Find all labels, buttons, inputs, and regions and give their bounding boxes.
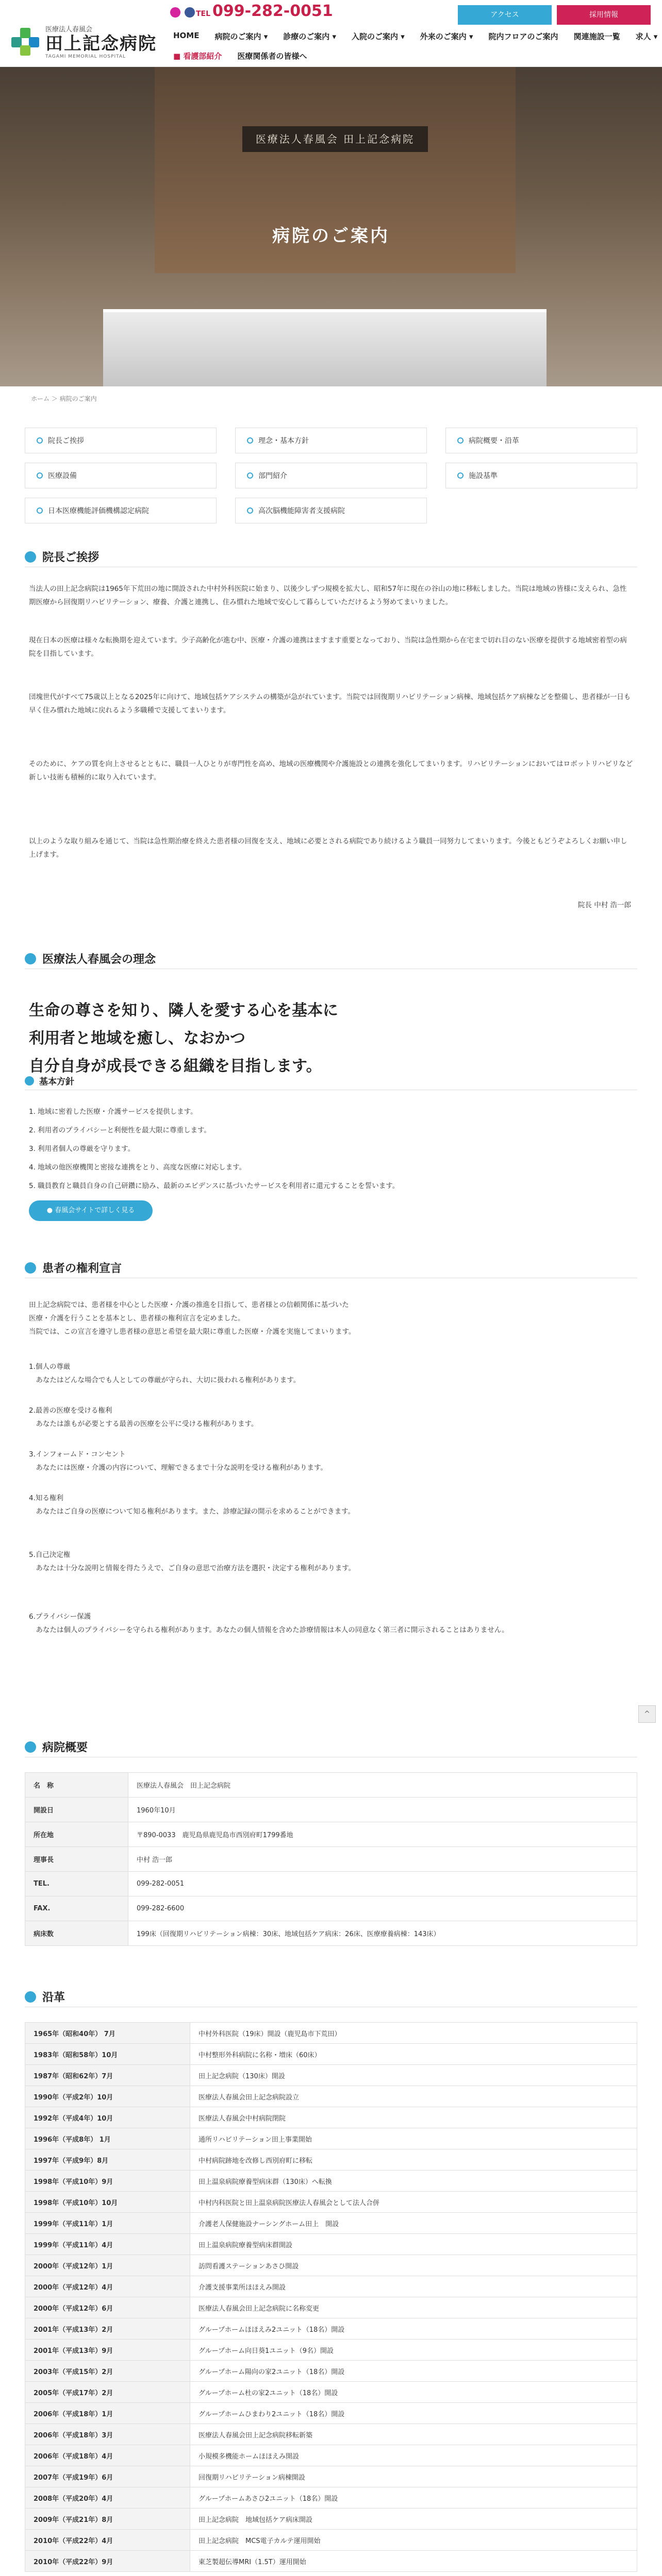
circle-icon: [37, 472, 43, 479]
greeting-paragraph-3: 団塊世代がすべて75歳以上となる2025年に向けて、地域包括ケアシステムの構築が急がれています。当院では回復期リハビリテーション病棟、地域包括ケア病棟などを整備し、患者様が一日も早く住み慣れた地域に戻れるよう多職種で支援してまいります。: [29, 693, 631, 715]
history-event: 小規模多機能ホームほほえみ開設: [190, 2445, 637, 2466]
greeting-signature: 院長 中村 浩一郎: [577, 901, 631, 909]
history-date: 2000年（平成12年）1月: [25, 2255, 190, 2276]
greeting-paragraph-2: 現在日本の医療は様々な転換期を迎えています。少子高齢化が進む中、医療・介護の連携はますます重要となっており、当院は急性期から在宅まで切れ目のない医療を提供する地域密着型の病院を目指しています。: [29, 636, 627, 658]
shunpukai-site-button[interactable]: ● 春風会サイトで詳しく見る: [29, 1200, 153, 1221]
circle-bullet-icon: [25, 1741, 36, 1753]
history-event: グループホームあさひ2ユニット（18名）開設: [190, 2487, 637, 2509]
section-heading-policy: 基本方針: [25, 1074, 74, 1087]
table-row: [25, 2276, 637, 2297]
subnav-accreditation[interactable]: 日本医療機能評価機構認定病院: [25, 498, 217, 523]
overview-table: [25, 1772, 637, 1946]
history-date: 1965年（昭和40年） 7月: [25, 2023, 190, 2044]
about-subnav: [25, 428, 637, 523]
history-event: 医療法人春風会田上記念病院に名称変更: [190, 2297, 637, 2318]
policy-item: 3. 利用者個人の尊厳を守ります。: [29, 1145, 135, 1153]
subnav-brain-support[interactable]: 高次脳機能障害者支援病院: [235, 498, 427, 523]
history-date: 2008年（平成20年）4月: [25, 2487, 190, 2509]
policy-item: 4. 地域の他医療機関と密接な連携をとり、高度な医療に対応します。: [29, 1163, 246, 1172]
history-event: グループホーム杜の家2ユニット（18名）開設: [190, 2382, 637, 2403]
history-event: 中村外科医院（19床）開設（鹿児島市下荒田）: [190, 2023, 637, 2044]
rights-intro: 田上記念病院では、患者様を中心とした医療・介護の推進を目指して、患者様との信頼関係に基づいた 医療・介護を行うことを基本とし、患者様の権利宣言を定めました。 当院では、この宣言を遵守し患者様の意思と希望を最大限に尊重した医療・介護を実施してまいります。: [29, 1301, 356, 1336]
history-event: 医療法人春風会田上記念病院設立: [190, 2086, 637, 2107]
greeting-paragraph-5: 以上のような取り組みを通じて、当院は急性期治療を終えた患者様の回復を支え、地域に必要とされる病院であり続けるよう職員一同努力してまいります。今後ともどうぞよろしくお願い申し上げます。: [29, 837, 627, 859]
table-row: [25, 2297, 637, 2318]
table-row: [25, 2149, 637, 2171]
hero-sign: 医療法人春風会 田上記念病院: [242, 126, 428, 152]
policy-list: [29, 1103, 399, 1195]
nav-medical-professionals[interactable]: 医療関係者の皆様へ: [237, 52, 307, 61]
history-date: 2006年（平成18年）4月: [25, 2445, 190, 2466]
hero-banner: [0, 67, 662, 386]
table-row: TEL. 099-282-0051: [25, 1872, 637, 1896]
table-row: 名 称 医療法人春風会 田上記念病院: [25, 1773, 637, 1798]
subnav-overview[interactable]: 病院概要・沿革: [445, 428, 637, 453]
table-row: [25, 2445, 637, 2466]
access-button[interactable]: アクセス: [458, 5, 552, 25]
instagram-icon[interactable]: [170, 7, 180, 18]
history-date: 1999年（平成11年）1月: [25, 2213, 190, 2234]
table-row: [25, 2213, 637, 2234]
circle-bullet-icon: [25, 1262, 36, 1274]
nav-outpatient[interactable]: 外来のご案内 ▾: [420, 32, 473, 41]
history-event: 東芝製超伝導MRI（1.5T）運用開始: [190, 2551, 637, 2572]
facebook-icon[interactable]: [185, 7, 195, 18]
philosophy-text: 生命の尊さを知り、隣人を愛する心を基本に 利用者と地域を癒し、なおかつ 自分自身が成長できる組織を目指します。: [29, 1002, 338, 1075]
table-row: [25, 2107, 637, 2128]
table-row: [25, 2361, 637, 2382]
history-date: 1987年（昭和62年）7月: [25, 2065, 190, 2086]
table-row: [25, 2382, 637, 2403]
history-date: 2009年（平成21年）8月: [25, 2509, 190, 2530]
section-heading-history: 沿革: [25, 1989, 65, 2005]
history-date: 2007年（平成19年）6月: [25, 2466, 190, 2487]
table-row: 理事長 中村 浩一郎: [25, 1847, 637, 1872]
rights-item: 6.プライバシー保護 あなたは個人のプライバシーを守られる権利があります。あなたの個人情報を含めた診療情報は本人の同意なく第三者に開示されることはありません。: [29, 1613, 509, 1634]
table-row: [25, 2065, 637, 2086]
table-row: [25, 2340, 637, 2361]
history-date: 2000年（平成12年）6月: [25, 2297, 190, 2318]
circle-bullet-icon: [25, 953, 36, 964]
table-row: [25, 2171, 637, 2192]
history-event: 田上記念病院 地域包括ケア病床開設: [190, 2509, 637, 2530]
history-date: 2006年（平成18年）3月: [25, 2424, 190, 2445]
nav-facilities[interactable]: 関連施設一覧: [573, 32, 620, 41]
table-row: [25, 2403, 637, 2424]
circle-bullet-icon: [25, 551, 36, 563]
greeting-paragraph-4: そのために、ケアの質を向上させるとともに、職員一人ひとりが専門性を高め、地域の医療機関や介護施設との連携を強化してまいります。リハビリテーションにおいてはロボットリハビリなど新しい技術も積極的に取り入れています。: [29, 760, 633, 782]
logo-hospital-name: 田上記念病院: [45, 33, 157, 54]
history-event: 中村病院跡地を改修し西別府町に移転: [190, 2149, 637, 2171]
section-heading-rights: 患者の権利宣言: [25, 1260, 122, 1276]
history-date: 1996年（平成8年） 1月: [25, 2128, 190, 2149]
rights-item: 5.自己決定権 あなたは十分な説明と情報を得たうえで、ご自身の意思で治療方法を選択・決定する権利があります。: [29, 1551, 356, 1572]
logo-english-name: TAGAMI MEMORIAL HOSPITAL: [45, 54, 126, 59]
nav-about[interactable]: 病院のご案内 ▾: [214, 32, 268, 41]
history-event: 訪問看護ステーションあさひ開設: [190, 2255, 637, 2276]
table-row: [25, 2487, 637, 2509]
policy-item: 5. 職員教育と職員自身の自己研鑽に励み、最新のエビデンスに基づいたサービスを利用者に還元することを誓います。: [29, 1182, 400, 1190]
nav-jobs[interactable]: 求人 ▾: [635, 32, 658, 41]
breadcrumb[interactable]: ホーム ＞ 病院のご案内: [31, 395, 97, 402]
table-row: [25, 2551, 637, 2572]
history-event: グループホームほほえみ2ユニット（18名）開設: [190, 2318, 637, 2340]
logo-mark-icon: [11, 28, 39, 56]
history-event: 医療法人春風会田上記念病院移転新築: [190, 2424, 637, 2445]
history-event: 田上温泉病院療養型病床群（130床）へ転換: [190, 2171, 637, 2192]
secondary-nav: [173, 50, 307, 61]
recruit-button[interactable]: 採用情報: [557, 5, 651, 25]
table-row: 開設日 1960年10月: [25, 1798, 637, 1822]
rights-item: 1.個人の尊厳 あなたはどんな場合でも人としての尊厳が守られ、大切に扱われる権利があります。: [29, 1363, 301, 1384]
history-date: 2006年（平成18年）1月: [25, 2403, 190, 2424]
rights-item: 4.知る権利 あなたはご自身の医療について知る権利があります。また、診療記録の開示を求めることができます。: [29, 1494, 355, 1516]
nav-floor[interactable]: 院内フロアのご案内: [488, 32, 558, 41]
subnav-philosophy[interactable]: 理念・基本方針: [235, 428, 427, 453]
history-event: グループホーム陽向の家2ユニット（18名）開設: [190, 2361, 637, 2382]
table-row: [25, 2086, 637, 2107]
history-event: グループホームひまわり2ユニット（18名）開設: [190, 2403, 637, 2424]
history-date: 2010年（平成22年）9月: [25, 2551, 190, 2572]
circle-icon: [247, 437, 253, 444]
sns-links: [170, 7, 195, 18]
table-row: [25, 2128, 637, 2149]
history-date: 2005年（平成17年）2月: [25, 2382, 190, 2403]
circle-icon: [37, 437, 43, 444]
history-event: 医療法人春風会中村病院閉院: [190, 2107, 637, 2128]
history-event: 回復期リハビリテーション病棟開設: [190, 2466, 637, 2487]
history-date: 1997年（平成9年）8月: [25, 2149, 190, 2171]
circle-icon: [247, 472, 253, 479]
history-date: 1998年（平成10年）10月: [25, 2192, 190, 2213]
section-heading-greeting: 院長ご挨拶: [25, 549, 99, 565]
rights-item: 2.最善の医療を受ける権利 あなたは誰もが必要とする最善の医療を公平に受ける権利があります。: [29, 1406, 258, 1428]
history-event: 田上温泉病院療養型病床群開設: [190, 2234, 637, 2255]
policy-item: 1. 地域に密着した医療・介護サービスを提供します。: [29, 1108, 197, 1116]
subnav-equipment[interactable]: 医療設備: [25, 463, 217, 488]
history-event: 中村整形外科病院に名称・増床（60床）: [190, 2044, 637, 2065]
history-date: 1990年（平成2年）10月: [25, 2086, 190, 2107]
history-event: 田上記念病院（130床）開設: [190, 2065, 637, 2086]
nav-nursing[interactable]: ■ 看護部紹介: [173, 52, 222, 61]
history-event: 介護支援事業所ほほえみ開設: [190, 2276, 637, 2297]
table-row: [25, 2530, 637, 2551]
history-date: 1998年（平成10年）9月: [25, 2171, 190, 2192]
subnav-departments[interactable]: 部門紹介: [235, 463, 427, 488]
history-date: 2001年（平成13年）9月: [25, 2340, 190, 2361]
greeting-paragraph-1: 当法人の田上記念病院は1965年下荒田の地に開設された中村外科医院に始まり、以後少しずつ規模を拡大し、昭和57年に現在の谷山の地に移転しました。当院は地域の皆様に支えられ、急性期医療から回復期リハビリテーション、療養、介護と連携し、住み慣れた地域で安心して暮らしていただけるよう努めてまいりました。: [29, 585, 627, 606]
header-phone[interactable]: TEL 099-282-0051: [196, 2, 333, 20]
table-row: 所在地 〒890-0033 鹿児島県鹿児島市西別府町1799番地: [25, 1822, 637, 1847]
circle-bullet-icon: [25, 1991, 36, 2003]
section-heading-overview: 病院概要: [25, 1739, 88, 1755]
table-row: [25, 2466, 637, 2487]
table-row: [25, 2255, 637, 2276]
rights-item: 3.インフォームド・コンセント あなたには医療・介護の内容について、理解できるまで十分な説明を受ける権利があります。: [29, 1450, 327, 1472]
table-row: [25, 2234, 637, 2255]
subnav-greeting[interactable]: 院長ご挨拶: [25, 428, 217, 453]
hero-reception-counter: [103, 309, 547, 386]
history-event: 中村内科医院と田上温泉病院医療法人春風会として法人合併: [190, 2192, 637, 2213]
history-date: 2010年（平成22年）4月: [25, 2530, 190, 2551]
nav-inpatient[interactable]: 入院のご案内 ▾: [352, 32, 405, 41]
circle-icon: [457, 472, 464, 479]
scroll-to-top-button[interactable]: [638, 1705, 656, 1723]
table-row: [25, 2023, 637, 2044]
site-header: [0, 0, 662, 67]
history-date: 2001年（平成13年）2月: [25, 2318, 190, 2340]
page-title: 病院のご案内: [272, 226, 390, 246]
policy-item: 2. 利用者のプライバシーと利便性を最大限に尊重します。: [29, 1126, 211, 1134]
main-nav: [173, 31, 657, 42]
nav-medical[interactable]: 診療のご案内 ▾: [283, 32, 337, 41]
history-date: 1999年（平成11年）4月: [25, 2234, 190, 2255]
history-table: [25, 2022, 637, 2572]
history-event: 介護老人保健施設ナーシングホーム田上 開設: [190, 2213, 637, 2234]
history-date: 2000年（平成12年）4月: [25, 2276, 190, 2297]
table-row: FAX. 099-282-6600: [25, 1896, 637, 1921]
chevron-up-icon: ^: [644, 1710, 650, 1718]
table-row: [25, 2318, 637, 2340]
table-row: [25, 2192, 637, 2213]
table-row: [25, 2044, 637, 2065]
table-row: 病床数 199床（回復期リハビリテーション病棟：30床、地域包括ケア病床：26床、医療療養病棟：143床）: [25, 1921, 637, 1946]
history-event: 田上記念病院 MCS電子カルテ運用開始: [190, 2530, 637, 2551]
section-heading-philosophy: 医療法人春風会の理念: [25, 951, 156, 967]
history-event: 通所リハビリテーション田上事業開始: [190, 2128, 637, 2149]
circle-icon: [37, 507, 43, 514]
table-row: [25, 2509, 637, 2530]
subnav-standards[interactable]: 施設基準: [445, 463, 637, 488]
table-row: [25, 2424, 637, 2445]
logo-corp-name: 医療法人春風会: [45, 26, 93, 33]
history-date: 2003年（平成15年）2月: [25, 2361, 190, 2382]
circle-icon: [457, 437, 464, 444]
circle-bullet-icon: [25, 1076, 34, 1086]
circle-icon: [247, 507, 253, 514]
site-logo[interactable]: [11, 24, 157, 59]
history-date: 1983年（昭和58年）10月: [25, 2044, 190, 2065]
nav-home[interactable]: HOME: [173, 31, 200, 40]
history-event: グループホーム向日葵1ユニット（9名）開設: [190, 2340, 637, 2361]
history-date: 1992年（平成4年）10月: [25, 2107, 190, 2128]
